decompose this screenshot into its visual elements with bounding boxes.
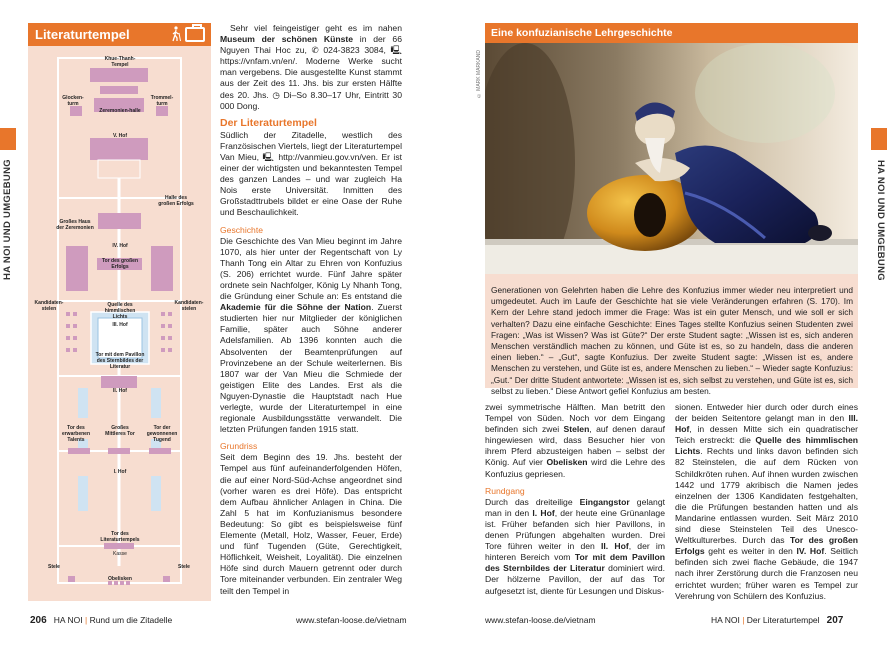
- photo-credit: © MARK MARKAND: [476, 50, 482, 99]
- heading-rundgang: Rundgang: [485, 485, 525, 496]
- label-trommel: Trommel-turm: [150, 95, 174, 107]
- footer-right-url: www.stefan-loose.de/vietnam: [485, 615, 596, 625]
- footer-right: HA NOI | Der Literaturtempel 207: [711, 615, 844, 626]
- grundriss-paragraph: Seit dem Beginn des 19. Jhs. besteht der Tempel aus fünf aufeinanderfolgenden Höfen, die auf einer Nord-Süd-Achse angeordnet sind (vorher waren es drei Höfe). Das entspricht dem Aufbau ähnlicher Anlagen in China. Die Zahl 5 hat im Konfuzianismus besondere Bedeutung: So gibt es beispielsweise fünf Elemente (Metall, Holz, Wasser, Feuer, Erde) und fünf Tugenden (Güte, Gerechtigkeit, Höflichkeit, Weisheit, Loyalität). Die einzelnen Höfe sind durch Mauern getrennt oder durch Tore miteinander verbunden. Ein zentraler Weg teilt den Tempel in: [220, 452, 402, 596]
- label-tor-pavillon: Tor mit dem Pavillon des Sternbildes der Literatur: [95, 352, 145, 370]
- label-glocken: Glocken-turm: [62, 95, 84, 107]
- label-iii-hof: III. Hof: [112, 322, 128, 328]
- label-iv-hof: IV. Hof: [112, 243, 128, 249]
- label-quelle: Quelle des himmlischen Lichts: [104, 302, 136, 320]
- label-stele-left: Stele: [48, 564, 60, 570]
- label-kandidaten-left: Kandidaten-stelen: [34, 300, 64, 312]
- suitcase-icon: [185, 27, 205, 42]
- lehrgeschichte-title: Eine konfuzianische Lehrgeschichte: [485, 23, 858, 43]
- museum-paragraph: Sehr viel feingeistiger geht es im nahen Museum der schönen Künste in der 66 Nguyen Thai Hoc zu, ✆ 024-3823 3084, 🖳 https://vnfam.vn/en/. Moderne Werke sucht man vergebens. Die ausgestellte Kunst stammt aus der Zeit des 11. Jhs. bis zur ersten Hälfte des 20. Jhs. ◷ Di–So 8.30–17 Uhr, Eintritt 30 000 Dong.: [220, 23, 402, 111]
- label-tor-literaturtempels: Tor des Literaturtempels: [100, 531, 140, 543]
- footer-right-chapter: Der Literaturtempel: [746, 615, 820, 625]
- label-kasse: Kasse: [113, 551, 127, 557]
- label-i-hof: I. Hof: [113, 469, 127, 475]
- left-page-column: [220, 23, 402, 597]
- temple-box-title: Literaturtempel: [35, 27, 130, 42]
- lehrgeschichte-box: [485, 23, 858, 396]
- label-obelisken: Obelisken: [108, 576, 132, 582]
- label-tor-erwarbenen: Tor des erwarbenen Talents: [61, 425, 91, 443]
- label-grosses-mittleres: Großes Mittleres Tor: [105, 425, 135, 437]
- side-tab-left: [0, 128, 16, 150]
- label-ii-hof: II. Hof: [113, 388, 127, 394]
- temple-box-header: [28, 23, 211, 46]
- footer-left: 206 HA NOI | Rund um die Zitadelle: [30, 615, 173, 626]
- label-stele-right: Stele: [178, 564, 190, 570]
- heading-geschichte: Geschichte: [220, 224, 263, 235]
- heading-grundriss: Grundriss: [220, 441, 258, 452]
- footer-left-section: HA NOI: [53, 615, 83, 625]
- temple-plan-box: [28, 23, 211, 601]
- heading-literaturtempel: Der Literaturtempel: [220, 116, 317, 129]
- label-v-hof: V. Hof: [113, 133, 127, 139]
- page-number-right: 207: [826, 615, 844, 626]
- footer-right-section: HA NOI: [711, 615, 740, 625]
- right-page-column-2: [675, 402, 858, 602]
- side-label-left: HA NOI UND UMGEBUNG: [2, 159, 13, 280]
- label-zeremonienhalle: Zeremonien-halle: [99, 108, 141, 114]
- walking-icon: [171, 26, 181, 42]
- literaturtempel-paragraph: Südlich der Zitadelle, westlich des Französischen Viertels, liegt der Literaturtempel Van Mieu, 🖳 http://vanmieu.gov.vn/ven. Er ist einer der wichtigsten und bekanntesten Tempel des ganzen Landes – und war zugleich Ha Nois erste Universität. Inmitten des Großstadttrubels bildet er eine Oase der Ruhe und Beschaulichkeit.: [220, 129, 402, 218]
- label-grosses-haus: Großes Haus der Zeremonien: [56, 219, 94, 231]
- side-label-right: HA NOI UND UMGEBUNG: [875, 160, 886, 281]
- label-kandidaten-right: Kandidaten-stelen: [174, 300, 204, 312]
- label-halle-erfolgs: Halle des großen Erfolgs: [158, 195, 194, 207]
- confucius-statue-photo: [485, 43, 858, 274]
- geschichte-paragraph: Die Geschichte des Van Mieu beginnt im Jahre 1070, als hier unter der Regentschaft von Ly Thanh Tong ein Altar zu Ehren von Konfuzius (S. 206) errichtet wurde. Fünf Jahre später ordnete sein Nachfolger, König Ly Nhanh Tong, die Gründung einer Schule an: Es entstand die Akademie für die Söhne der Nation. Zuerst studierten hier nur Mitglieder der königlichen Familie, später auch Söhne anderer Adelsfamilien. Ab 1396 konnten auch die Absolventen der Beamtenprüfungen auf Provinzebene an der Schule weiterlernen. Bis 1807 war der Van Mieu die Schmiede der geistigen Elite des Landes. Erst als die Nguyen-Dynastie die Hauptstadt nach Hue verlegte, wurde der Literaturtempel in eine regionale Ausbildungsstätte verwandelt. Die letzten Prüfungen fanden 1915 statt.: [220, 235, 402, 435]
- rundgang-paragraph: Durch das dreiteilige Eingangstor gelangt man in den I. Hof, der heute eine Grünanlage ist. Früher befanden sich hier Pavillons, in denen Prüfungen abgehalten wurden. Drei Tore führen weiter in den II. Hof, der im hinteren Bereich vom Tor mit dem Pavillon des Sternbildes der Literatur dominiert wird. Der hölzerne Pavillon, der auf das Tor aufgesetzt ist, diente für Lesungen und Diskus-: [485, 496, 665, 596]
- stelen-paragraph: zwei symmetrische Hälften. Man betritt den Tempel von Süden. Noch vor dem Eingang befinden sich zwei Stelen, auf denen darauf hingewiesen wird, dass Besucher hier von ihrem Pferd abzusteigen haben – selbst der König. Auf vier Obelisken wird die Lehre des Konfuzius gepriesen.: [485, 402, 665, 479]
- footer-left-chapter: Rund um die Zitadelle: [89, 615, 173, 625]
- label-tor-erfolgs: Tor des großen Erfolgs: [101, 258, 139, 270]
- page-number-left: 206: [30, 615, 47, 626]
- footer-left-url: www.stefan-loose.de/vietnam: [296, 615, 407, 625]
- hof-paragraph: sionen. Entweder hier durch oder durch eines der beiden Seitentore gelangt man in den III. Hof, in dessen Mitte sich ein quadratischer Teich erstreckt: die Quelle des himmlischen Lichts. Rechts und links davon befinden sich 82 Steinstelen, die auf dem Rücken von Schildkröten ruhen. Auf ihnen wurden zwischen 1442 und 1779 akribisch die Namen jedes einzelnen der 1306 Kandidaten festgehalten, die die Prüfungen bestanden hatten und als Mandarine entlassen wurden. Seit März 2010 sind diese Steinstelen Teil des Unesco-Weltkulturerbes. Durch das Tor des großen Erfolgs geht es weiter in den IV. Hof. Seitlich befinden sich zwei flache Gebäude, die 1947 nach ihrer Zerstörung durch die Franzosen neu errichtet wurden; früher waren es Tempel zur Verehrung von Schülern des Konfuzius.: [675, 402, 858, 601]
- side-tab-right: [871, 128, 887, 150]
- label-tor-gewonnenen: Tor der gewonnenen Tugend: [146, 425, 178, 443]
- lehrgeschichte-caption: Generationen von Gelehrten haben die Lehre des Konfuzius immer wieder neu interpretiert und umgedeutet. Auch im Laufe der Geschichte hat sie viele Veränderungen erfahren (S. 170). Im Kern der Lehre stand jedoch immer die Frage: Was ist ein guter Mensch, und wie soll er sich verhalten? Dazu eine einfache Geschichte: Eines Tages stellte Konfuzius seinen Studenten zwei Fragen: „Was ist Wissen? Was ist Güte?“ Der erste Student sagte: „Wissen ist es, sich anderen Menschen verständlich machen zu können, und Güte ist es, so zu handeln, dass die anderen einen lieben.“ – „Gut“, sagte Konfuzius. Der zweite Student sagte: „Wissen ist es, andere Menschen zu verstehen, und Güte ist es, andere Menschen zu lieben.“ – Wieder sagte Konfuzius: „Gut.“ Der dritte Student antwortete: „Wissen ist es, sich selbst zu verstehen, und Güte ist es, sich selbst zu lieben.“ Diese Antwort gefiel Konfuzius am besten.: [491, 285, 853, 396]
- label-khue-thanh: Khue-Thanh-Tempel: [104, 56, 136, 68]
- right-page-column-1: [485, 402, 665, 597]
